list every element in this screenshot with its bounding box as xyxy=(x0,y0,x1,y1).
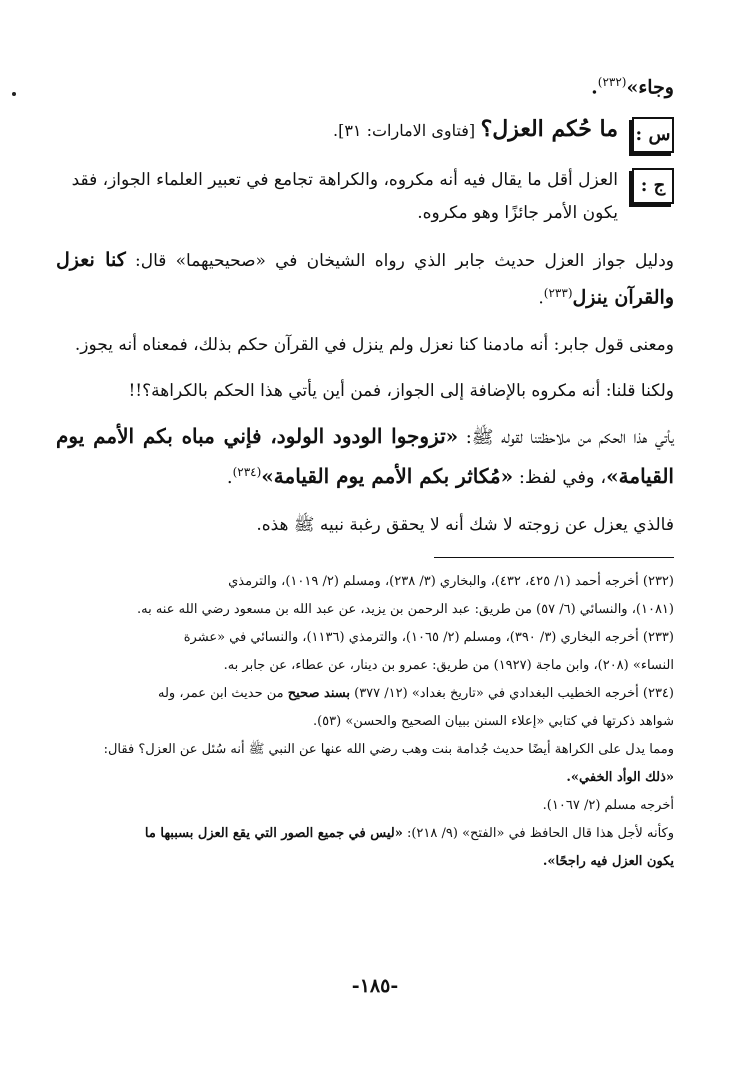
top-line-text: وجاء» xyxy=(626,76,674,99)
footnote-234-line-6 xyxy=(56,820,674,848)
paragraph-hadith xyxy=(56,419,674,495)
stray-mark xyxy=(12,92,16,96)
top-line xyxy=(56,62,674,107)
paragraph-conclusion: فالذي يعزل عن زوجته لا شك أنه لا يحقق رغبة نبيه ﷺ هذه. xyxy=(256,514,674,535)
footnote-234-line-3: ومما يدل على الكراهة أيضًا حديث جُدامة بنت وهب رضي الله عنها عن النبي ﷺ أنه سُئل عن العزل؟ فقال: xyxy=(103,741,674,757)
f3-fath-quote: «ليس في جميع الصور التي يقع العزل بسببها ما xyxy=(144,825,403,841)
footnote-ref-233: (٢٣٣) xyxy=(543,286,573,301)
question-reference: [فتاوى الامارات: ٣١]. xyxy=(332,121,476,141)
question-box: س : xyxy=(632,117,674,153)
p4-intro: يأتي هذا الحكم من ملاحظتنا لقوله ﷺ: xyxy=(465,426,674,448)
p1-intro: ودليل جواز العزل حديث جابر الذي رواه الشيخان في «صحيحيهما» قال: xyxy=(135,251,674,272)
footnote-divider xyxy=(434,557,674,558)
f3-end: من حديث ابن عمر، وله xyxy=(158,685,284,701)
footnote-ref-234: (٢٣٤) xyxy=(232,464,262,479)
footnote-234-line-4: «ذلك الوأد الخفي». xyxy=(566,769,674,785)
paragraph-meaning: ومعنى قول جابر: أنه مادمنا كنا نعزل ولم ينزل في القرآن حكم بذلك، فمعناه أنه يجوز. xyxy=(74,334,674,355)
footnote-232-line-2: (١٠٨١)، والنسائي (٦/ ٥٧) من طريق: عبد الرحمن بن يزيد، عن عبد الله بن مسعود رضي الله عنه به. xyxy=(136,601,674,617)
p4-tail: . xyxy=(226,466,233,488)
question-block xyxy=(56,113,674,148)
top-line-tail: . xyxy=(591,76,598,99)
footnote-234-line-7: يكون العزل فيه راجحًا». xyxy=(542,853,674,869)
footnote-233-line-2: النساء» (٢٠٨)، وابن ماجة (١٩٢٧) من طريق: عمرو بن دينار، عن عطاء، عن جابر به. xyxy=(223,657,674,673)
answer-block xyxy=(56,164,674,230)
footnotes xyxy=(56,568,674,876)
footnote-232-line-1: (٢٣٢) أخرجه أحمد (١/ ٤٢٥، ٤٣٢)، والبخاري (٣/ ٢٣٨)، ومسلم (٢/ ١٠١٩)، والترمذي xyxy=(228,573,674,589)
footnote-234-line-1 xyxy=(56,680,674,708)
footnote-234-line-2: شواهد ذكرتها في كتابي «إعلاء السنن ببيان الصحيح والحسن» (٥٣). xyxy=(312,713,674,729)
p4-mid: ، وفي لفظ: xyxy=(518,466,607,488)
p1-hadith: كنا نعزل والقرآن ينزل xyxy=(56,249,674,309)
footnote-234-line-5: أخرجه مسلم (٢/ ١٠٦٧). xyxy=(542,797,674,813)
p1-tail: . xyxy=(538,288,544,309)
f3-fath-intro: وكأنه لأجل هذا قال الحافظ في «الفتح» (٩/ ٢١٨): xyxy=(406,825,674,841)
answer-box: ج : xyxy=(632,168,674,204)
footnote-233-line-1: (٢٣٣) أخرجه البخاري (٣/ ٣٩٠)، ومسلم (٢/ ١٠٦٥)، والترمذي (١١٣٦)، والنسائي في «عشرة xyxy=(183,629,674,645)
page-body xyxy=(56,62,674,876)
f3-grading: بسند صحيح xyxy=(287,685,350,701)
question-text: ما حُكم العزل؟ xyxy=(480,116,618,143)
p4-hadith-1: «تزوجوا الودود الولود، فإني مباه بكم الأمم يوم القيامة» xyxy=(56,423,674,488)
page-number: -١٨٥- xyxy=(351,975,399,997)
paragraph-question: ولكنا قلنا: أنه مكروه بالإضافة إلى الجواز، فمن أين يأتي هذا الحكم بالكراهة؟!! xyxy=(128,380,674,401)
paragraph-evidence xyxy=(56,244,674,315)
footnote-ref-232: (٢٣٢) xyxy=(597,75,627,89)
f3-start: (٢٣٤) أخرجه الخطيب البغدادي في «تاريخ بغداد» (١٢/ ٣٧٧) xyxy=(354,685,674,701)
answer-text: العزل أقل ما يقال فيه أنه مكروه، والكراهة تجامع في تعبير العلماء الجواز، فقد يكون الأمر جائزًا وهو مكروه. xyxy=(71,170,618,224)
p4-hadith-2: «مُكاثر بكم الأمم يوم القيامة» xyxy=(261,463,514,488)
